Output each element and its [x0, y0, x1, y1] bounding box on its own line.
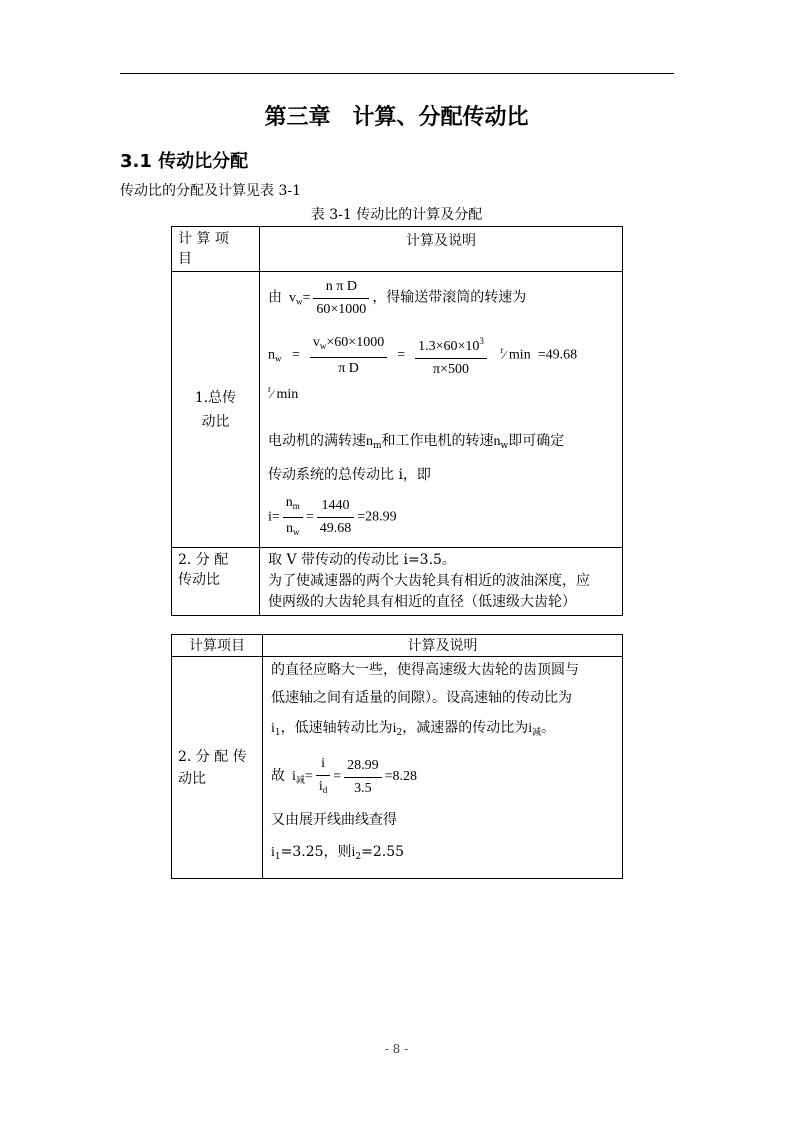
i2-sub: 2: [396, 728, 403, 738]
formula-nw-num2: [415, 332, 487, 359]
formula-i-den1-sub: w: [293, 527, 300, 537]
t2-line6-a: =3.25，则: [280, 844, 352, 860]
t2-line6-b: =2.55: [361, 844, 405, 860]
table-1-header-row: [172, 227, 623, 272]
row-distribute-label-line1: 2. 分 配: [178, 552, 229, 568]
formula-nw-eq1: =: [292, 347, 300, 363]
table-2-header-item-text: 计算项目: [189, 638, 245, 654]
table-2-header-desc-text: 计算及说明: [407, 638, 478, 654]
table-2-header-row: [172, 635, 623, 657]
formula-nw-result: =49.68: [537, 347, 578, 363]
unit-r-per-2: $^r$∕: [268, 384, 274, 401]
formula-nw-eq2: =: [397, 347, 406, 363]
formula-i: [268, 494, 397, 541]
formula-nw: [268, 332, 577, 379]
t2-line1: 的直径应略大一些，使得高速级大齿轮的齿顶圆与: [271, 662, 579, 678]
formula-ij-result: =8.28: [384, 769, 418, 785]
row-distribute-line2: 为了使减速器的两个大齿轮具有相近的波油深度，应: [268, 573, 590, 589]
t2-line3-a: ，低速轴转动比为: [280, 720, 393, 736]
table-2-header-item: [172, 635, 263, 657]
header-desc-text: 计算及说明: [406, 233, 476, 249]
formula-vw-suffix: ，得输送带滚筒的转速为: [372, 290, 527, 306]
table-1: [171, 226, 623, 616]
formula-nw-num1-sub: w: [319, 340, 327, 351]
intro-text: 传动比的分配及计算见表 3-1: [120, 183, 301, 199]
motor-speed-text: [268, 430, 564, 451]
nm-sub: m: [373, 441, 382, 451]
formula-i-eq2: =: [305, 509, 314, 525]
t2-line5: 又由展开线曲线查得: [271, 812, 397, 828]
table-2: [171, 634, 623, 879]
header-item-line1: 计 算 项: [178, 231, 229, 247]
formula-ij-den1-i: i: [318, 779, 323, 794]
header-item-line2: 目: [178, 251, 192, 267]
table-1-header-desc: [260, 227, 623, 272]
section-title: 3.1 传动比分配: [120, 151, 249, 172]
formula-ij-prefix: 故: [271, 769, 285, 785]
formula-ij-den2: 3.5: [354, 780, 372, 796]
table-1-row-distribute: [172, 548, 623, 616]
table-2-row: [172, 657, 623, 879]
row-total-label: [172, 272, 260, 548]
formula-ij-eq2: =: [333, 769, 342, 785]
formula-i-fraction2: [317, 497, 355, 538]
chapter-title: 第三章 计算、分配传动比: [264, 105, 529, 130]
formula-i-fraction1: [283, 494, 303, 541]
t2-line3-c: 。: [541, 720, 556, 736]
i1-sub-2: 1: [274, 852, 281, 862]
motor-speed-text-a: 电动机的满转速: [268, 433, 366, 449]
row-total-label-line2: 动比: [201, 413, 230, 430]
row-distribute-content: [260, 548, 623, 616]
motor-speed-text-c: 即可确定: [508, 433, 565, 449]
table-2-header-desc: [263, 635, 623, 657]
formula-nw-num1-v: v: [312, 334, 320, 350]
formula-ij-symbol: i: [292, 769, 296, 785]
formula-vw-sub: w: [296, 296, 303, 307]
formula-i-den1: [283, 518, 303, 541]
row-distribute-label: [172, 548, 260, 616]
formula-vw: [268, 278, 526, 319]
unit-r-per: $^r$∕: [500, 344, 506, 362]
formula-vw-num: n π D: [313, 278, 369, 299]
t2-line3-b: ，减速器的传动比为: [402, 720, 529, 736]
table-1-row-total: [172, 272, 623, 548]
formula-ij-den1-sub: d: [322, 785, 328, 795]
nw-symbol: n: [493, 434, 501, 449]
header-rule: [120, 73, 674, 74]
i2-symbol-2: i: [351, 845, 356, 860]
formula-ij-num2: 28.99: [344, 757, 382, 778]
formula-i-symbol: i: [268, 509, 272, 525]
formula-nw-num1: [310, 334, 387, 358]
t2-line6: [271, 841, 404, 862]
nw-sub: w: [500, 441, 509, 451]
formula-ij-fraction1: [316, 755, 330, 799]
i2-symbol: i: [392, 721, 397, 736]
i1-sub: 1: [274, 728, 281, 738]
formula-nw-num2-exp: 3: [479, 336, 484, 346]
row-distribute-label-line2: 传动比: [178, 572, 220, 588]
formula-ij-sub: 减: [295, 775, 305, 786]
formula-nw-num1-rest: ×60×1000: [326, 334, 385, 350]
formula-i-den1-n: n: [286, 521, 294, 536]
table-1-header-item: [172, 227, 260, 272]
unit-min-2: min: [276, 387, 299, 402]
row-distribute-line3: 使两级的大齿轮具有相近的直径（低速级大齿轮）: [268, 594, 576, 610]
formula-nw-num2-base: 1.3×60×10: [418, 339, 480, 354]
formula-nw-sub: w: [275, 353, 282, 364]
i2-sub-2: 2: [355, 852, 362, 862]
nm-symbol: n: [366, 434, 373, 449]
row-total-content: [260, 272, 623, 548]
formula-vw-prefix: 由: [268, 290, 282, 306]
formula-i-eq1: =: [271, 509, 280, 525]
row-distribute-line1: 取 V 带传动的传动比 i=3.5。: [268, 552, 456, 568]
ij-symbol: i: [528, 721, 533, 736]
formula-i-num1-n: n: [285, 495, 293, 510]
unit-min: min: [508, 347, 531, 363]
formula-i-num1: [283, 494, 303, 518]
page-number: - 8 -: [384, 1042, 409, 1056]
formula-i-num1-sub: m: [292, 501, 300, 511]
table-2-row-label: [172, 657, 263, 879]
formula-vw-den: 60×1000: [316, 302, 367, 317]
unit-line: [268, 384, 298, 403]
formula-ij-num1: i: [316, 755, 330, 776]
formula-nw-symbol: n: [268, 347, 275, 363]
i1-symbol: i: [271, 721, 275, 736]
formula-nw-fraction1: [310, 334, 387, 378]
formula-nw-den1: π D: [338, 360, 359, 376]
formula-i-result: =28.99: [357, 509, 397, 525]
formula-i-den2: 49.68: [319, 521, 352, 536]
table-2-row-content: [263, 657, 623, 879]
table-2-label-line2: 动比: [178, 770, 206, 787]
table-caption: 表 3-1 传动比的计算及分配: [310, 207, 483, 223]
formula-i-num2: 1440: [317, 497, 355, 518]
formula-ij-den1: [316, 776, 330, 799]
i1-symbol-2: i: [271, 845, 275, 860]
formula-nw-fraction2: [415, 332, 487, 379]
total-ratio-text: 传动系统的总传动比 i，即: [268, 467, 431, 483]
formula-ij-eq1: =: [304, 769, 313, 785]
formula-vw-eq: =: [302, 290, 311, 306]
unit-r-2: r: [268, 384, 271, 394]
unit-r: r: [500, 344, 504, 355]
t2-line2: 低速轴之间有适量的间隙）。设高速轴的传动比为: [271, 690, 572, 706]
formula-nw-den2: π×500: [433, 362, 469, 377]
table-2-label-line1: 2. 分 配 传: [178, 748, 247, 765]
formula-vw-fraction: [313, 278, 369, 319]
row-total-label-line1: 1.总传: [194, 389, 237, 406]
formula-ij-fraction2: [344, 757, 382, 798]
t2-line3: [271, 717, 555, 738]
formula-ij: [271, 755, 417, 799]
ij-sub: 减: [532, 728, 542, 738]
formula-vw-symbol: v: [289, 290, 296, 306]
motor-speed-text-b: 和工作电机的转速: [381, 433, 494, 449]
